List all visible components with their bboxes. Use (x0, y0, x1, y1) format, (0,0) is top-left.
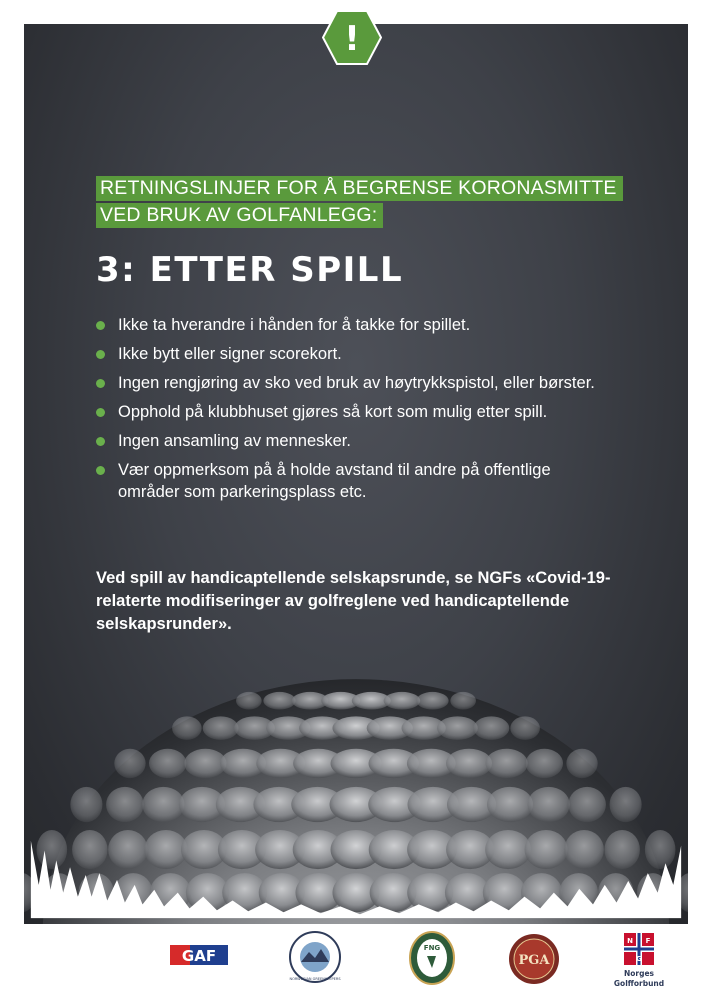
list-item: Ingen ansamling av mennesker. (96, 430, 616, 452)
golf-ball-dimple (172, 716, 202, 740)
golf-ball-dimples (24, 692, 688, 912)
golf-ball-dimple (149, 749, 186, 778)
golf-ball-dimple (108, 830, 148, 869)
svg-text:PGA: PGA (518, 953, 550, 968)
bullet-dot-icon (96, 321, 105, 330)
golf-ball-dimple (37, 830, 68, 869)
bullet-dot-icon (96, 379, 105, 388)
pga-logo (508, 933, 560, 985)
golf-ball-dimple (566, 749, 597, 778)
partner-logos (0, 925, 707, 1000)
list-item: Ingen rengjøring av sko ved bruk av høytrykkspistol, eller børster. (96, 372, 616, 394)
svg-text:FNG: FNG (423, 944, 441, 952)
list-item: Ikke bytt eller signer scorekort. (96, 343, 616, 365)
guideline-list (96, 314, 616, 510)
golf-ball-image (24, 640, 688, 924)
svg-text:N: N (627, 937, 633, 945)
handicap-note: Ved spill av handicaptellende selskapsrunde, se NGFs «Covid-19-relaterte modifiseringer av golfreglene ved handicaptellende selskapsrunder». (96, 569, 611, 633)
golf-ball-dimple (485, 830, 531, 869)
golf-ball-dimple (473, 716, 509, 740)
svg-text:NORWEGIAN GREENKEEPERS: NORWEGIAN GREENKEEPERS (289, 977, 341, 981)
golf-ball-dimple (72, 830, 107, 869)
bullet-dot-icon (96, 350, 105, 359)
heading-line-2: VED BRUK AV GOLFANLEGG: (96, 203, 383, 228)
golf-ball-dimple (610, 787, 642, 822)
golf-ball-dimple (263, 692, 295, 710)
norges-golfforbund-logo (614, 931, 664, 995)
warning-hexagon-icon (322, 10, 382, 65)
svg-text:Norges: Norges (623, 969, 655, 978)
list-item: Opphold på klubbhuset gjøres så kort som mulig etter spill. (96, 401, 616, 423)
golf-ball-dimple (203, 716, 239, 740)
svg-text:G: G (636, 955, 642, 963)
bullet-dot-icon (96, 408, 105, 417)
fng-logo (408, 930, 456, 986)
heading-block (96, 176, 656, 230)
warning-symbol: ! (344, 19, 360, 59)
golf-ball-dimple (564, 830, 604, 869)
svg-text:Golfforbund: Golfforbund (614, 979, 664, 988)
golf-ball-dimple (106, 787, 144, 822)
svg-text:GAF: GAF (181, 947, 217, 965)
golf-ball-dimple (568, 787, 606, 822)
section-title: 3: ETTER SPILL (96, 250, 404, 290)
golf-ball-dimple (487, 787, 533, 822)
list-item: Vær oppmerksom på å holde avstand til andre på offentlige områder som parkeringsplass etc. (96, 459, 616, 503)
golf-ball-dimple (510, 716, 540, 740)
golf-ball-dimple (384, 692, 421, 710)
golf-ball-dimple (485, 749, 527, 778)
golf-ball-dimple (645, 830, 676, 869)
golf-ball-dimple (446, 749, 492, 778)
golf-ball-dimple (236, 692, 262, 710)
gaf-logo (170, 942, 228, 968)
golf-ball-dimple (114, 749, 145, 778)
svg-text:F: F (645, 937, 651, 945)
golf-ball-dimple (450, 692, 476, 710)
greenkeepers-logo (288, 930, 342, 984)
golf-ball-dimple (527, 787, 569, 822)
golf-ball-dimple (70, 787, 102, 822)
golf-ball-dimple (604, 830, 639, 869)
golf-ball-dimple (526, 749, 563, 778)
list-item: Ikke ta hverandre i hånden for å takke for spillet. (96, 314, 616, 336)
golf-ball-dimple (142, 787, 184, 822)
golf-ball-dimple (437, 716, 478, 740)
golf-ball-dimple (416, 692, 448, 710)
bullet-dot-icon (96, 437, 105, 446)
heading-line-1: RETNINGSLINJER FOR Å BEGRENSE KORONASMITTE (96, 176, 623, 201)
bullet-dot-icon (96, 466, 105, 475)
golf-ball-dimple (525, 830, 568, 869)
